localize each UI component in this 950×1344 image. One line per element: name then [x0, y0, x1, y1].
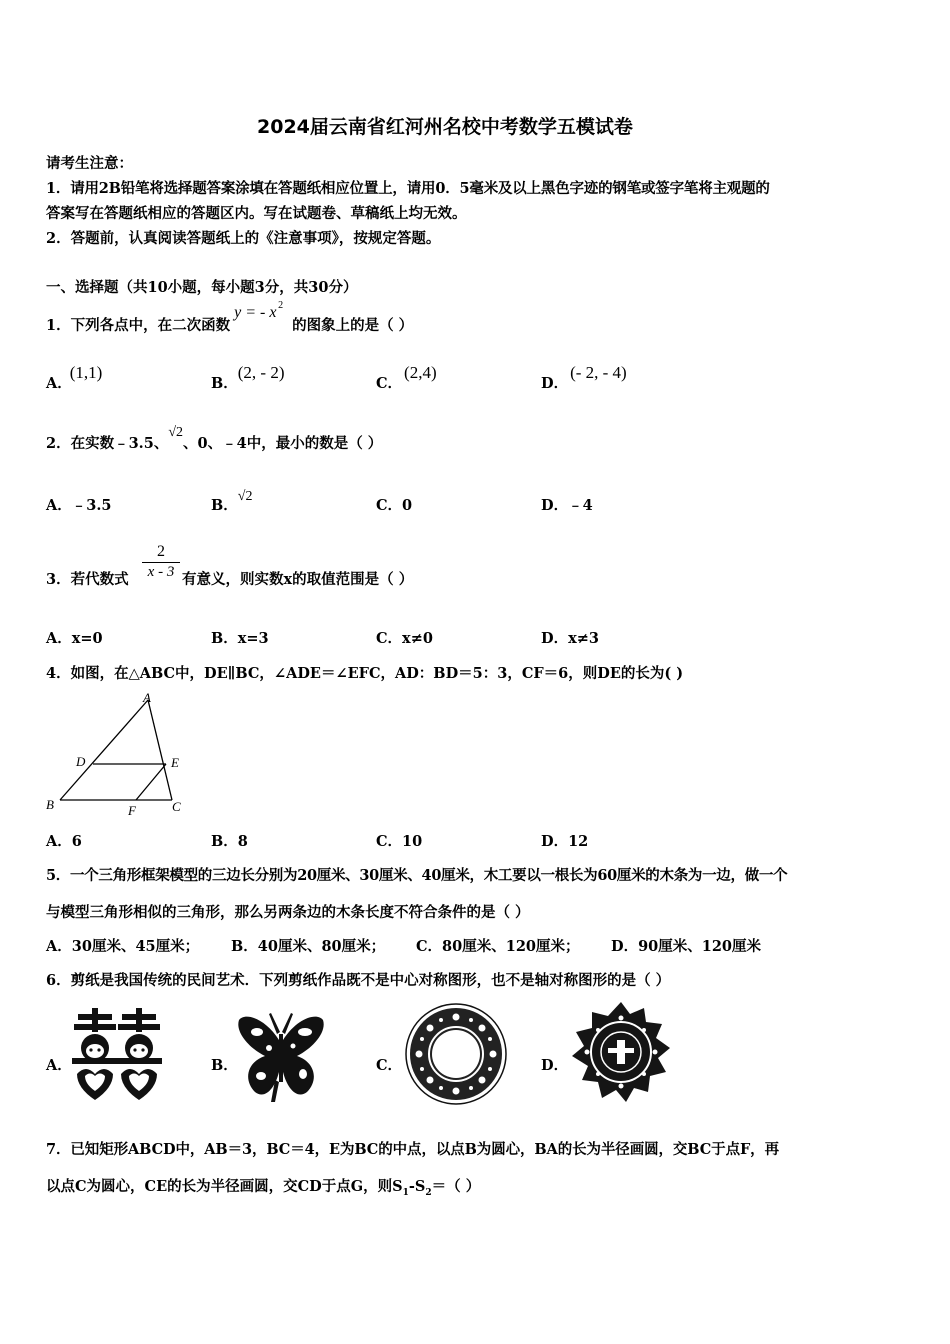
q6-option-a-paper-cut-image[interactable] [72, 1008, 164, 1106]
q4-option-c[interactable] [376, 830, 422, 851]
q5-option-d[interactable] [611, 935, 761, 956]
label-f: F [128, 803, 136, 818]
q1-option-c[interactable] [376, 363, 437, 393]
option-value: ﹣4 [568, 497, 593, 514]
q6-stem: 6．剪纸是我国传统的民间艺术．下列剪纸作品既不是中心对称图形，也不是轴对称图形的是（ ） [46, 972, 671, 989]
q2-option-a[interactable] [46, 494, 112, 515]
q5-stem-line-2: 与模型三角形相似的三角形，那么另两条边的木条长度不符合条件的是（ ） [46, 904, 530, 921]
label-b: B [46, 797, 54, 812]
q1-stem-pre: 1．下列各点中，在二次函数 [46, 317, 231, 334]
option-value: (- 2, - 4) [570, 363, 627, 382]
option-label: B． [231, 938, 258, 955]
q6-option-d-pattern-image[interactable] [570, 1000, 672, 1104]
option-label: C． [416, 938, 443, 955]
option-value: x=3 [237, 630, 269, 647]
option-label: A． [46, 938, 72, 955]
q6-option-c-label[interactable]: C． [376, 1057, 403, 1074]
option-label: D． [541, 630, 569, 647]
q7-line2-post: ＝（ ） [431, 1178, 481, 1195]
q1-option-b[interactable] [211, 363, 285, 393]
q2-stem [46, 425, 383, 453]
q3-numerator: 2 [157, 543, 165, 560]
option-label: C． [376, 375, 403, 392]
q4-option-d[interactable] [541, 830, 588, 851]
q4-option-a[interactable] [46, 830, 82, 851]
option-label: D． [611, 938, 639, 955]
option-value: x≠0 [402, 630, 433, 647]
option-label: D． [541, 375, 569, 392]
q3-denominator: x - 3 [147, 564, 175, 580]
q4-triangle-figure [40, 688, 200, 820]
q2-stem-pre: 2．在实数﹣3.5、 [46, 435, 169, 452]
q7-sub-2: 2 [425, 1187, 432, 1198]
option-value: x=0 [71, 630, 103, 647]
q3-option-c[interactable] [376, 627, 433, 648]
option-label: B． [211, 630, 238, 647]
label-c: C [172, 799, 181, 814]
q7-stem-line-1: 7．已知矩形ABCD中，AB＝3，BC＝4，E为BC的中点，以点B为圆心，BA的长为半径画圆，交BC于点F，再 [46, 1141, 779, 1158]
option-label: D． [541, 497, 569, 514]
option-label: C． [376, 833, 403, 850]
option-value: ﹣3.5 [71, 497, 112, 514]
q5-option-b[interactable] [231, 935, 385, 956]
q7-stem-line-2 [46, 1175, 480, 1198]
q1-stem [46, 300, 414, 335]
option-value: 12 [568, 833, 589, 850]
q3-option-b[interactable] [211, 627, 269, 648]
side-ac [148, 700, 172, 800]
q6-option-c-ring-image[interactable] [404, 1002, 508, 1106]
q6-option-b-butterfly-image[interactable] [235, 1010, 327, 1106]
q3-option-a[interactable] [46, 627, 103, 648]
q2-option-d[interactable] [541, 494, 593, 515]
q4-option-b[interactable] [211, 830, 248, 851]
option-value: 80厘米、120厘米； [442, 938, 580, 955]
q7-sub-1: 1 [402, 1187, 409, 1198]
q5-stem-line-1: 5．一个三角形框架模型的三边长分别为20厘米、30厘米、40厘米，木工要以一根长为60厘米的木条为一边，做一个 [46, 867, 788, 884]
option-label: B． [211, 833, 238, 850]
q2-sqrt: √2 [168, 425, 184, 440]
q6-option-d-label[interactable]: D． [541, 1057, 569, 1074]
option-value: √2 [237, 489, 253, 504]
label-d: D [76, 754, 86, 769]
segment-ef [136, 764, 166, 800]
option-value: 90厘米、120厘米 [638, 938, 762, 955]
label-a: A [143, 690, 151, 705]
option-label: A． [46, 833, 72, 850]
q5-option-a[interactable] [46, 935, 199, 956]
q3-stem-post: 有意义，则实数x的取值范围是（ ） [182, 571, 414, 588]
option-label: A． [46, 375, 72, 392]
option-label: C． [376, 630, 403, 647]
q2-stem-post: 、0、﹣4中，最小的数是（ ） [183, 435, 383, 452]
option-label: B． [211, 375, 238, 392]
section-heading: 一、选择题（共10小题，每小题3分，共30分） [46, 279, 358, 296]
q6-option-b-label[interactable]: B． [211, 1057, 238, 1074]
option-value: 10 [402, 833, 423, 850]
notice-line-3: 2．答题前，认真阅读答题纸上的《注意事项》，按规定答题。 [46, 230, 441, 247]
q1-option-d[interactable] [541, 363, 627, 393]
option-value: 30厘米、45厘米； [71, 938, 200, 955]
q3-option-d[interactable] [541, 627, 599, 648]
q1-option-a[interactable] [46, 363, 104, 393]
q3-fraction [140, 543, 182, 582]
q2-option-c[interactable] [376, 494, 412, 515]
option-value: (2, - 2) [237, 363, 285, 382]
q4-stem: 4．如图，在△ABC中，DE∥BC，∠ADE＝∠EFC，AD：BD＝5：3，CF＝6，则DE的长为( ) [46, 665, 684, 682]
q1-formula [230, 300, 292, 330]
option-label: B． [211, 497, 238, 514]
q7-line2-mid: -S [408, 1178, 426, 1195]
q1-stem-post: 的图象上的是（ ） [292, 317, 414, 334]
option-value: 8 [237, 833, 248, 850]
option-label: D． [541, 833, 569, 850]
option-value: 0 [402, 497, 413, 514]
option-value: 6 [71, 833, 82, 850]
label-e: E [171, 755, 179, 770]
notice-heading: 请考生注意： [46, 155, 133, 172]
page-title: 2024届云南省红河州名校中考数学五模试卷 [257, 116, 633, 138]
q1-formula-base: y = - x [234, 304, 277, 321]
q7-line2-pre: 以点C为圆心，CE的长为半径画圆，交CD于点G，则S [46, 1178, 403, 1195]
option-value: (2,4) [404, 363, 437, 382]
option-label: C． [376, 497, 403, 514]
q1-formula-exp: 2 [278, 300, 284, 311]
option-label: A． [46, 630, 72, 647]
option-value: 40厘米、80厘米； [257, 938, 386, 955]
q3-stem-pre: 3．若代数式 [46, 571, 129, 588]
option-value: (1,1) [69, 363, 103, 382]
notice-line-2: 答案写在答题纸相应的答题区内。写在试题卷、草稿纸上均无效。 [46, 205, 467, 222]
option-label: A． [46, 497, 72, 514]
q2-option-b[interactable] [211, 489, 253, 515]
side-ab [60, 700, 148, 800]
q6-option-a-label[interactable]: A． [46, 1057, 72, 1074]
option-value: x≠3 [568, 630, 599, 647]
q5-option-c[interactable] [416, 935, 580, 956]
notice-line-1: 1．请用2B铅笔将选择题答案涂填在答题纸相应位置上，请用0．5毫米及以上黑色字迹的钢笔或签字笔将主观题的 [46, 180, 770, 197]
